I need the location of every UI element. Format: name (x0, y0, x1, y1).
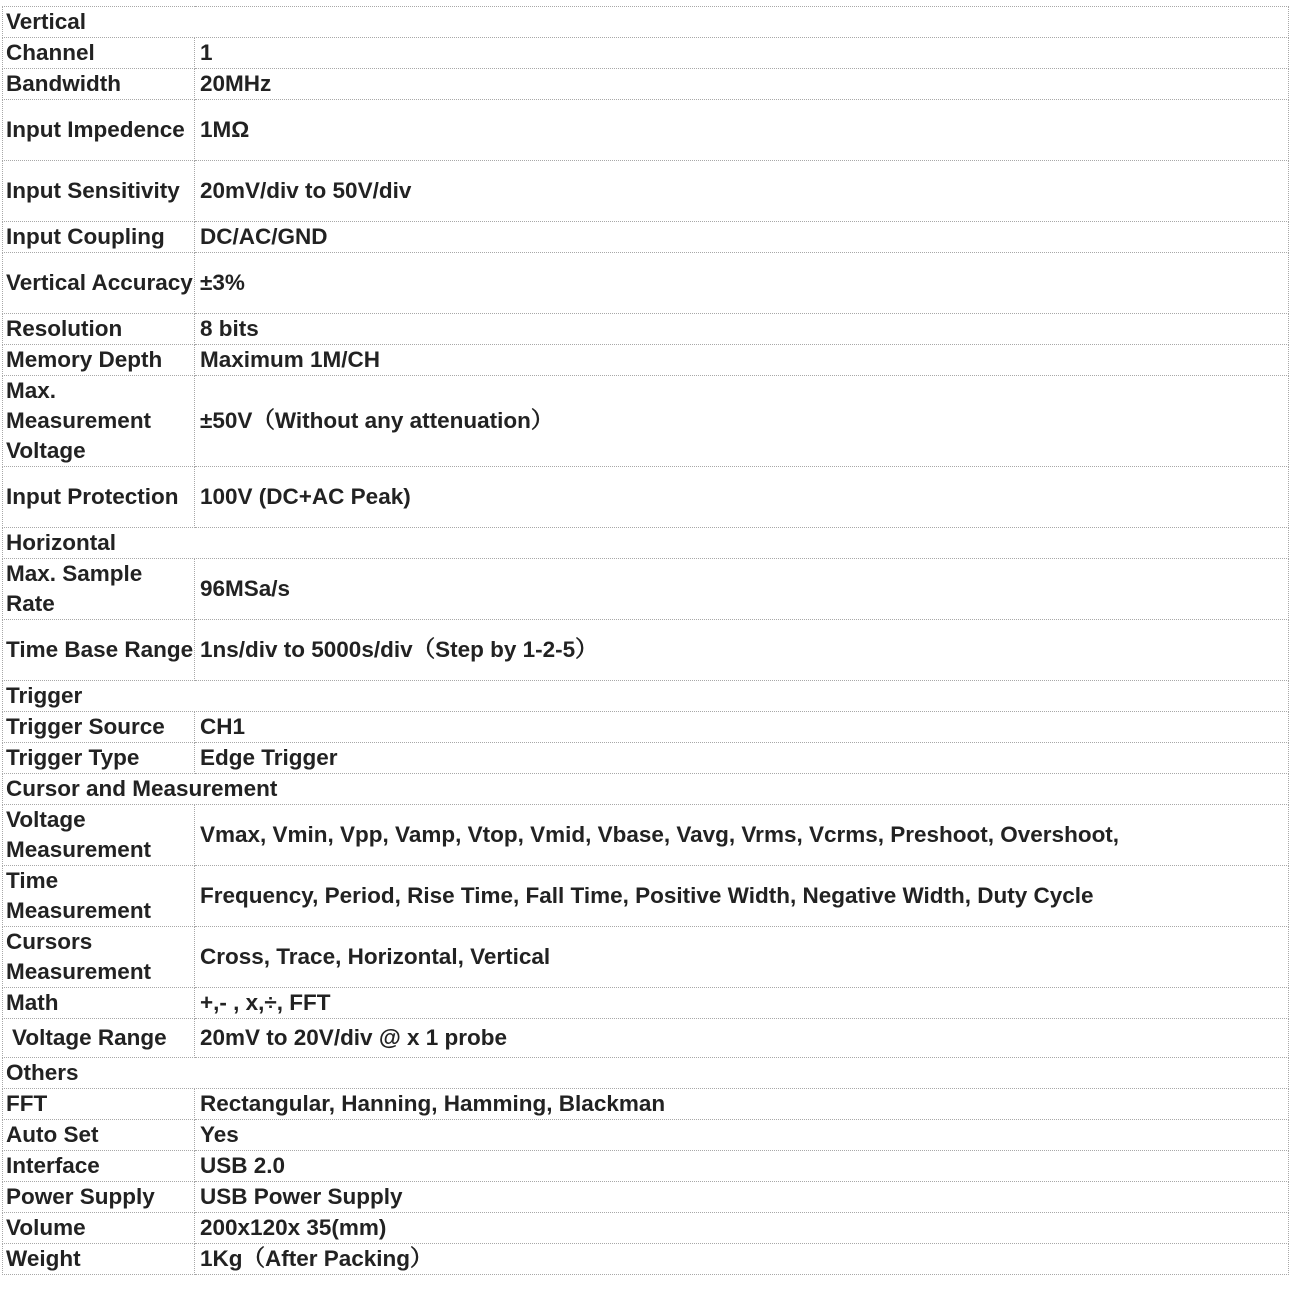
spec-row (3, 743, 1289, 774)
spec-value: ±50V（Without any attenuation） (195, 376, 1289, 467)
section-title: Horizontal (3, 528, 1289, 559)
spec-label: Cursors Measurement (3, 927, 195, 988)
spec-row (3, 1244, 1289, 1275)
section-title: Trigger (3, 681, 1289, 712)
section-title: Others (3, 1058, 1289, 1089)
spec-value: 1MΩ (195, 100, 1289, 161)
section-header-row (3, 7, 1289, 38)
spec-value: Cross, Trace, Horizontal, Vertical (195, 927, 1289, 988)
section-header-row (3, 1058, 1289, 1089)
spec-value: 20mV to 20V/div @ x 1 probe (195, 1019, 1289, 1058)
spec-row (3, 805, 1289, 866)
spec-value: 100V (DC+AC Peak) (195, 467, 1289, 528)
spec-row (3, 866, 1289, 927)
spec-value: 20MHz (195, 69, 1289, 100)
section-header-row (3, 774, 1289, 805)
spec-label: Time Measurement (3, 866, 195, 927)
spec-label: Interface (3, 1151, 195, 1182)
spec-row (3, 100, 1289, 161)
spec-label: Auto Set (3, 1120, 195, 1151)
spec-row (3, 1151, 1289, 1182)
spec-value: +,- , x,÷, FFT (195, 988, 1289, 1019)
spec-row (3, 69, 1289, 100)
spec-label: Bandwidth (3, 69, 195, 100)
spec-row (3, 620, 1289, 681)
spec-label: Vertical Accuracy (3, 253, 195, 314)
spec-label: Math (3, 988, 195, 1019)
spec-label: Input Sensitivity (3, 161, 195, 222)
spec-value: 8 bits (195, 314, 1289, 345)
spec-label: Weight (3, 1244, 195, 1275)
spec-label: Volume (3, 1213, 195, 1244)
spec-row (3, 1019, 1289, 1058)
spec-table (2, 6, 1289, 1275)
section-title: Cursor and Measurement (3, 774, 1289, 805)
spec-value: Maximum 1M/CH (195, 345, 1289, 376)
spec-value: Edge Trigger (195, 743, 1289, 774)
spec-row (3, 1089, 1289, 1120)
spec-row (3, 222, 1289, 253)
spec-row (3, 376, 1289, 467)
spec-label: Input Impedence (3, 100, 195, 161)
section-title: Vertical (3, 7, 1289, 38)
spec-table-body (3, 7, 1289, 1275)
spec-label: Max. Sample Rate (3, 559, 195, 620)
spec-value: 1Kg（After Packing） (195, 1244, 1289, 1275)
spec-value: 200x120x 35(mm) (195, 1213, 1289, 1244)
spec-row (3, 712, 1289, 743)
spec-label: Input Coupling (3, 222, 195, 253)
spec-label: Trigger Type (3, 743, 195, 774)
spec-value: CH1 (195, 712, 1289, 743)
spec-value: Yes (195, 1120, 1289, 1151)
spec-label: Input Protection (3, 467, 195, 528)
spec-label: Resolution (3, 314, 195, 345)
spec-label: Max. Measurement Voltage (3, 376, 195, 467)
spec-row (3, 559, 1289, 620)
spec-value: 20mV/div to 50V/div (195, 161, 1289, 222)
spec-row (3, 1182, 1289, 1213)
spec-row (3, 38, 1289, 69)
spec-value: Frequency, Period, Rise Time, Fall Time, Positive Width, Negative Width, Duty Cycle (195, 866, 1289, 927)
spec-label: Power Supply (3, 1182, 195, 1213)
spec-label: Channel (3, 38, 195, 69)
spec-value: 1ns/div to 5000s/div（Step by 1-2-5） (195, 620, 1289, 681)
spec-value: USB Power Supply (195, 1182, 1289, 1213)
spec-row (3, 345, 1289, 376)
spec-label: Voltage Range (3, 1019, 195, 1058)
spec-row (3, 1213, 1289, 1244)
section-header-row (3, 681, 1289, 712)
spec-label: Memory Depth (3, 345, 195, 376)
spec-row (3, 927, 1289, 988)
spec-row (3, 253, 1289, 314)
spec-value: 1 (195, 38, 1289, 69)
spec-value: Rectangular, Hanning, Hamming, Blackman (195, 1089, 1289, 1120)
spec-row (3, 1120, 1289, 1151)
spec-label: Trigger Source (3, 712, 195, 743)
spec-label: Voltage Measurement (3, 805, 195, 866)
spec-value: DC/AC/GND (195, 222, 1289, 253)
spec-row (3, 161, 1289, 222)
spec-label: Time Base Range (3, 620, 195, 681)
spec-value: Vmax, Vmin, Vpp, Vamp, Vtop, Vmid, Vbase, Vavg, Vrms, Vcrms, Preshoot, Overshoot, (195, 805, 1289, 866)
spec-label: FFT (3, 1089, 195, 1120)
spec-row (3, 314, 1289, 345)
spec-row (3, 988, 1289, 1019)
section-header-row (3, 528, 1289, 559)
spec-value: 96MSa/s (195, 559, 1289, 620)
spec-value: USB 2.0 (195, 1151, 1289, 1182)
spec-value: ±3% (195, 253, 1289, 314)
spec-row (3, 467, 1289, 528)
